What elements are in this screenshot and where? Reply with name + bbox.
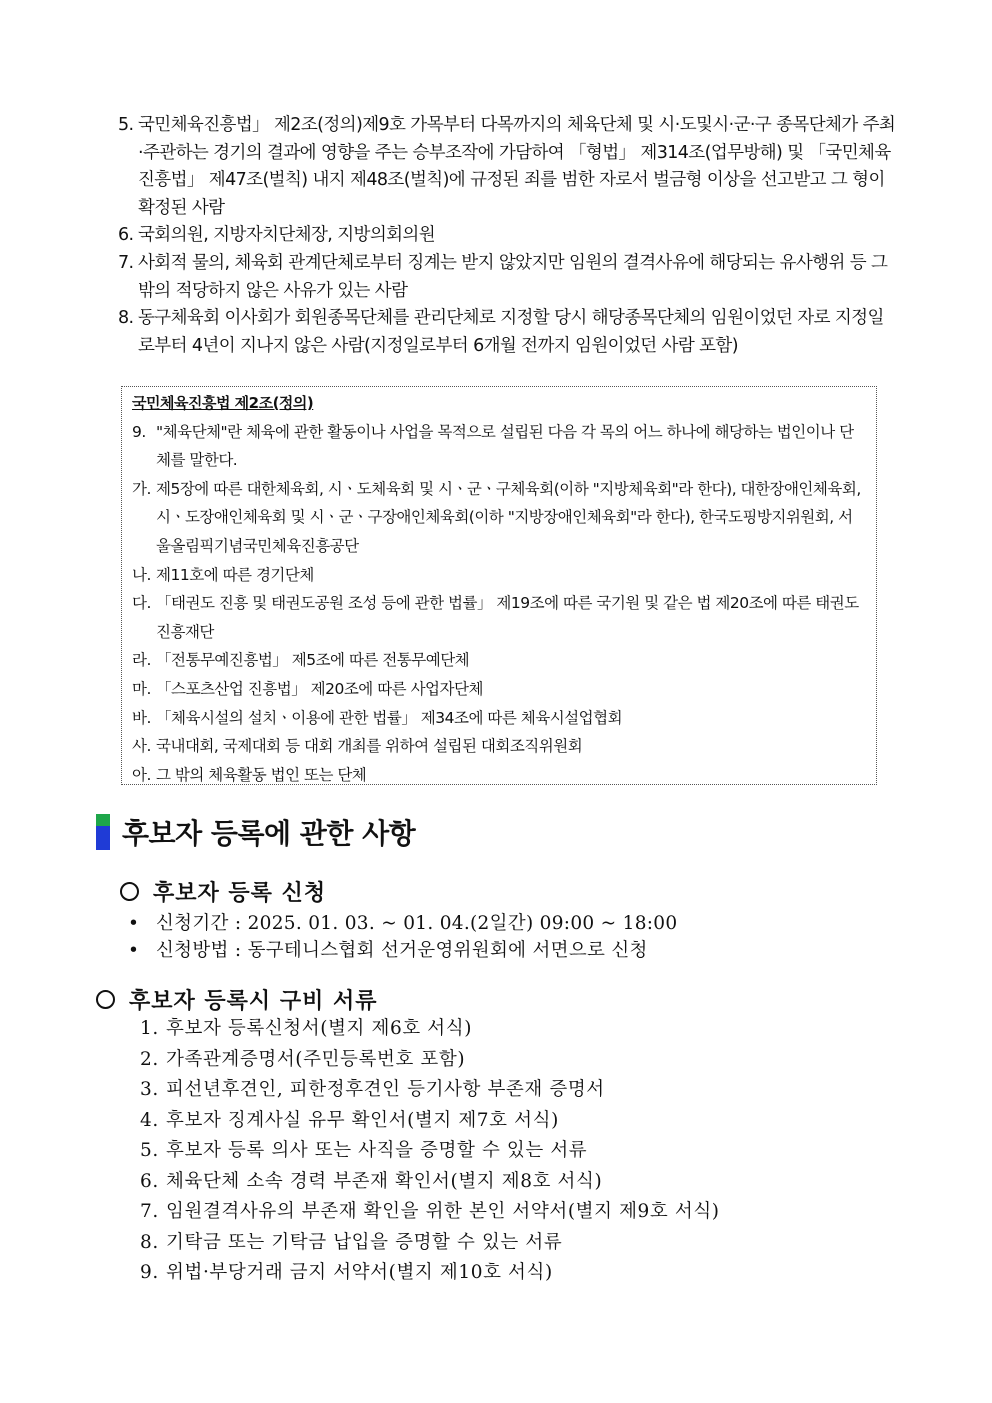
law-row-text: 「전통무예진흥법」 제5조에 따른 전통무예단체	[156, 651, 470, 670]
item-number: 1.	[140, 1018, 159, 1039]
list-item	[140, 1167, 720, 1198]
item-number: 5.	[140, 1140, 159, 1161]
item-text: 가족관계증명서(주민등록번호 포함)	[166, 1048, 466, 1070]
law-row	[132, 561, 866, 590]
bullet-text: 신청방법 : 동구테니스협회 선거운영위원회에 서면으로 신청	[156, 940, 648, 961]
section-heading	[96, 812, 415, 852]
subheading-documents	[96, 984, 378, 1015]
item-number: 7.	[140, 1201, 159, 1222]
subheading-text: 후보자 등록 신청	[153, 880, 327, 906]
law-row-text: 「태권도 진흥 및 태권도공원 조성 등에 관한 법률」 제19조에 따른 국기원 및 같은 법 제20조에 따른 태권도진흥재단	[156, 594, 859, 641]
list-item	[140, 1258, 720, 1289]
item-text: 후보자 징계사실 유무 확인서(별지 제7호 서식)	[166, 1109, 559, 1131]
list-item	[140, 1106, 720, 1137]
section-title: 후보자 등록에 관한 사항	[122, 817, 416, 850]
list-item	[140, 1136, 720, 1167]
law-row	[132, 589, 866, 646]
list-item	[140, 1014, 720, 1045]
item-text: 국민체육진흥법」 제2조(정의)제9호 가목부터 다목까지의 체육단체 및 시·도및시·군·구 종목단체가 주최·주관하는 경기의 결과에 영향을 주는 승부조작에 가담하여 「형법」 제314조(업무방해) 및 「국민체육진흥법」 제47조(벌칙) 내지 제48조(벌칙)에 규정된 죄를 범한 자로서 벌금형 이상을 선고받고 그 형이 확정된 사람	[138, 115, 896, 218]
law-row-number: 아.	[132, 765, 151, 784]
list-item	[128, 937, 677, 964]
law-row-text: 국내대회, 국제대회 등 대회 개최를 위하여 설립된 대회조직위원회	[156, 737, 583, 756]
law-row-text: 제11호에 따른 경기단체	[156, 565, 314, 584]
law-row-number: 바.	[132, 708, 151, 727]
list-item	[140, 1045, 720, 1076]
list-item	[118, 305, 898, 360]
item-text: 국회의원, 지방자치단체장, 지방의회의원	[138, 225, 436, 246]
law-row	[132, 761, 866, 790]
registration-bullets	[128, 910, 677, 964]
item-number: 2.	[140, 1048, 159, 1070]
law-row	[132, 675, 866, 704]
item-number: 6.	[118, 225, 134, 246]
list-item	[140, 1197, 720, 1228]
bullet-dot-icon: •	[128, 940, 140, 961]
bullet-dot-icon: •	[128, 913, 140, 934]
law-row-number: 다.	[132, 594, 151, 613]
item-text: 체육단체 소속 경력 부존재 확인서(별지 제8호 서식)	[166, 1170, 603, 1192]
law-row	[132, 646, 866, 675]
list-item	[140, 1075, 720, 1106]
item-text: 위법·부당거래 금지 서약서(별지 제10호 서식)	[166, 1262, 553, 1283]
law-row-text: 제5장에 따른 대한체육회, 시ㆍ도체육회 및 시ㆍ군ㆍ구체육회(이하 "지방체육회"라 한다), 대한장애인체육회, 시ㆍ도장애인체육회 및 시ㆍ군ㆍ구장애인체육회(이하 "지방장애인체육회"라 한다), 한국도핑방지위원회, 서울올림픽기념국민체육진흥공단	[156, 479, 861, 555]
subheading-text: 후보자 등록시 구비 서류	[129, 988, 378, 1014]
item-number: 6.	[140, 1170, 159, 1192]
list-item	[118, 112, 898, 222]
law-row-text: "체육단체"란 체육에 관한 활동이나 사업을 목적으로 설립된 다음 각 목의 어느 하나에 해당하는 법인이나 단체를 말한다.	[156, 422, 854, 470]
law-row	[132, 418, 866, 475]
ineligibility-list	[118, 112, 898, 360]
circle-bullet-icon	[96, 990, 115, 1009]
law-row-text: 「스포츠산업 진흥법」 제20조에 따른 사업자단체	[156, 679, 483, 698]
item-text: 후보자 등록 의사 또는 사직을 증명할 수 있는 서류	[166, 1140, 588, 1161]
section-marker-icon	[96, 814, 110, 850]
law-row	[132, 704, 866, 733]
item-number: 9.	[140, 1262, 159, 1283]
item-number: 4.	[140, 1109, 159, 1131]
item-text: 임원결격사유의 부존재 확인을 위한 본인 서약서(별지 제9호 서식)	[166, 1201, 720, 1222]
item-number: 8.	[140, 1231, 159, 1253]
law-row-number: 사.	[132, 737, 151, 756]
law-row-text: 「체육시설의 설치ㆍ이용에 관한 법률」 제34조에 따른 체육시설업협회	[156, 708, 623, 727]
item-number: 5.	[118, 115, 134, 135]
subheading-registration	[120, 876, 326, 907]
item-number: 7.	[118, 252, 134, 273]
law-row-text: 그 밖의 체육활동 법인 또는 단체	[156, 765, 367, 784]
item-number: 3.	[140, 1079, 159, 1100]
circle-bullet-icon	[120, 882, 139, 901]
law-row-number: 가.	[132, 479, 151, 498]
item-text: 기탁금 또는 기탁금 납입을 증명할 수 있는 서류	[166, 1231, 563, 1253]
law-row-number: 마.	[132, 679, 151, 698]
item-text: 사회적 물의, 체육회 관계단체로부터 징계는 받지 않았지만 임원의 결격사유에 해당되는 유사행위 등 그 밖의 적당하지 않은 사유가 있는 사람	[138, 252, 888, 301]
law-row-number: 나.	[132, 565, 151, 584]
law-row	[132, 475, 866, 561]
law-row-number: 9.	[132, 422, 146, 441]
law-definition-box	[121, 386, 877, 785]
list-item	[140, 1228, 720, 1259]
list-item	[118, 250, 898, 305]
law-row	[132, 732, 866, 761]
law-row-number: 라.	[132, 651, 151, 670]
item-text: 피선년후견인, 피한정후견인 등기사항 부존재 증명서	[166, 1079, 605, 1100]
list-item	[128, 910, 677, 937]
item-text: 후보자 등록신청서(별지 제6호 서식)	[166, 1018, 473, 1039]
item-text: 동구체육회 이사회가 회원종목단체를 관리단체로 지정할 당시 해당종목단체의 임원이었던 자로 지정일로부터 4년이 지나지 않은 사람(지정일로부터 6개월 전까지 임원이었던 사람 포함)	[138, 308, 884, 356]
documents-list	[140, 1014, 720, 1289]
list-item	[118, 222, 898, 250]
item-number: 8.	[118, 308, 134, 329]
law-box-title: 국민체육진흥법 제2조(정의)	[132, 394, 314, 412]
bullet-text: 신청기간 : 2025. 01. 03. ~ 01. 04.(2일간) 09:00 ~ 18:00	[156, 913, 678, 934]
